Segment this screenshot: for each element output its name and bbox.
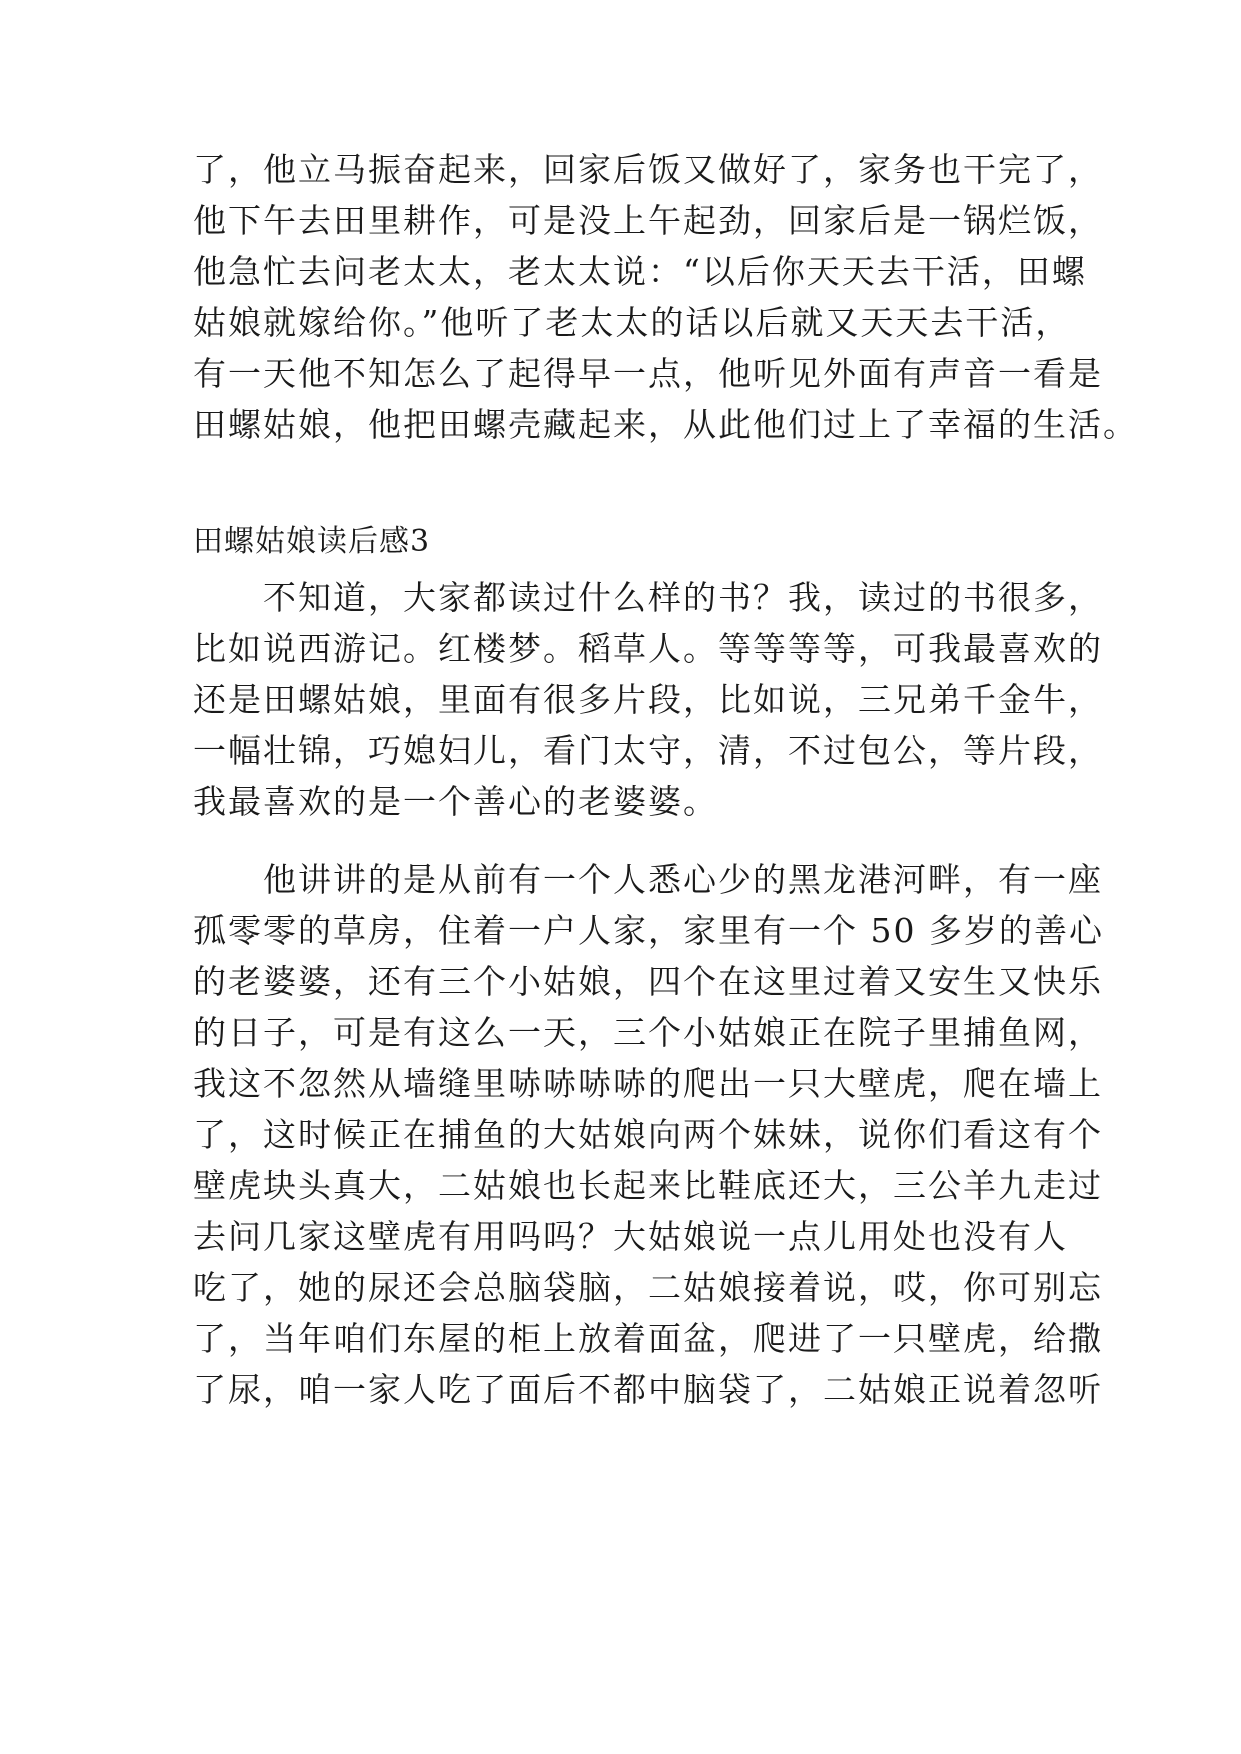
text-line: 了尿，咱一家人吃了面后不都中脑袋了，二姑娘正说着忽听 (193, 1370, 1103, 1409)
text-line: 他急忙去问老太太，老太太说：“以后你天天去干活，田螺 (193, 252, 1087, 291)
text-line: 田螺姑娘，他把田螺壳藏起来，从此他们过上了幸福的生活。 (193, 405, 1138, 444)
text-line: 我这不忽然从墙缝里哧哧哧哧的爬出一只大壁虎，爬在墙上 (193, 1064, 1103, 1103)
text-line: 去问几家这壁虎有用吗吗？大姑娘说一点儿用处也没有人 (193, 1217, 1068, 1256)
text-line: 的老婆婆，还有三个小姑娘，四个在这里过着又安生又快乐 (193, 962, 1103, 1001)
text-line: 孤零零的草房，住着一户人家，家里有一个 50 多岁的善心 (193, 911, 1104, 950)
text-line: 他讲讲的是从前有一个人悉心少的黑龙港河畔，有一座 (193, 860, 1103, 899)
text-line: 的日子，可是有这么一天，三个小姑娘正在院子里捕鱼网， (193, 1013, 1103, 1052)
text-line: 了，当年咱们东屋的柜上放着面盆，爬进了一只壁虎，给撒 (193, 1319, 1103, 1358)
text-line: 有一天他不知怎么了起得早一点，他听见外面有声音一看是 (193, 354, 1103, 393)
text-line: 壁虎块头真大，二姑娘也长起来比鞋底还大，三公羊九走过 (193, 1166, 1103, 1205)
text-line: 一幅壮锦，巧媳妇儿，看门太守，清，不过包公，等片段， (193, 731, 1103, 770)
text-line: 了，这时候正在捕鱼的大姑娘向两个妹妹，说你们看这有个 (193, 1115, 1103, 1154)
section-heading: 田螺姑娘读后感3 (193, 524, 431, 559)
text-line: 我最喜欢的是一个善心的老婆婆。 (193, 782, 718, 821)
text-line: 了，他立马振奋起来，回家后饭又做好了，家务也干完了， (193, 150, 1103, 189)
text-line: 比如说西游记。红楼梦。稻草人。等等等等，可我最喜欢的 (193, 629, 1103, 668)
text-line: 不知道，大家都读过什么样的书？我，读过的书很多， (193, 578, 1103, 617)
text-line: 他下午去田里耕作，可是没上午起劲，回家后是一锅烂饭， (193, 201, 1103, 240)
text-line: 吃了，她的尿还会总脑袋脑，二姑娘接着说，哎，你可别忘 (193, 1268, 1103, 1307)
text-line: 姑娘就嫁给你。”他听了老太太的话以后就又天天去干活， (193, 303, 1071, 342)
text-line: 还是田螺姑娘，里面有很多片段，比如说，三兄弟千金牛， (193, 680, 1103, 719)
